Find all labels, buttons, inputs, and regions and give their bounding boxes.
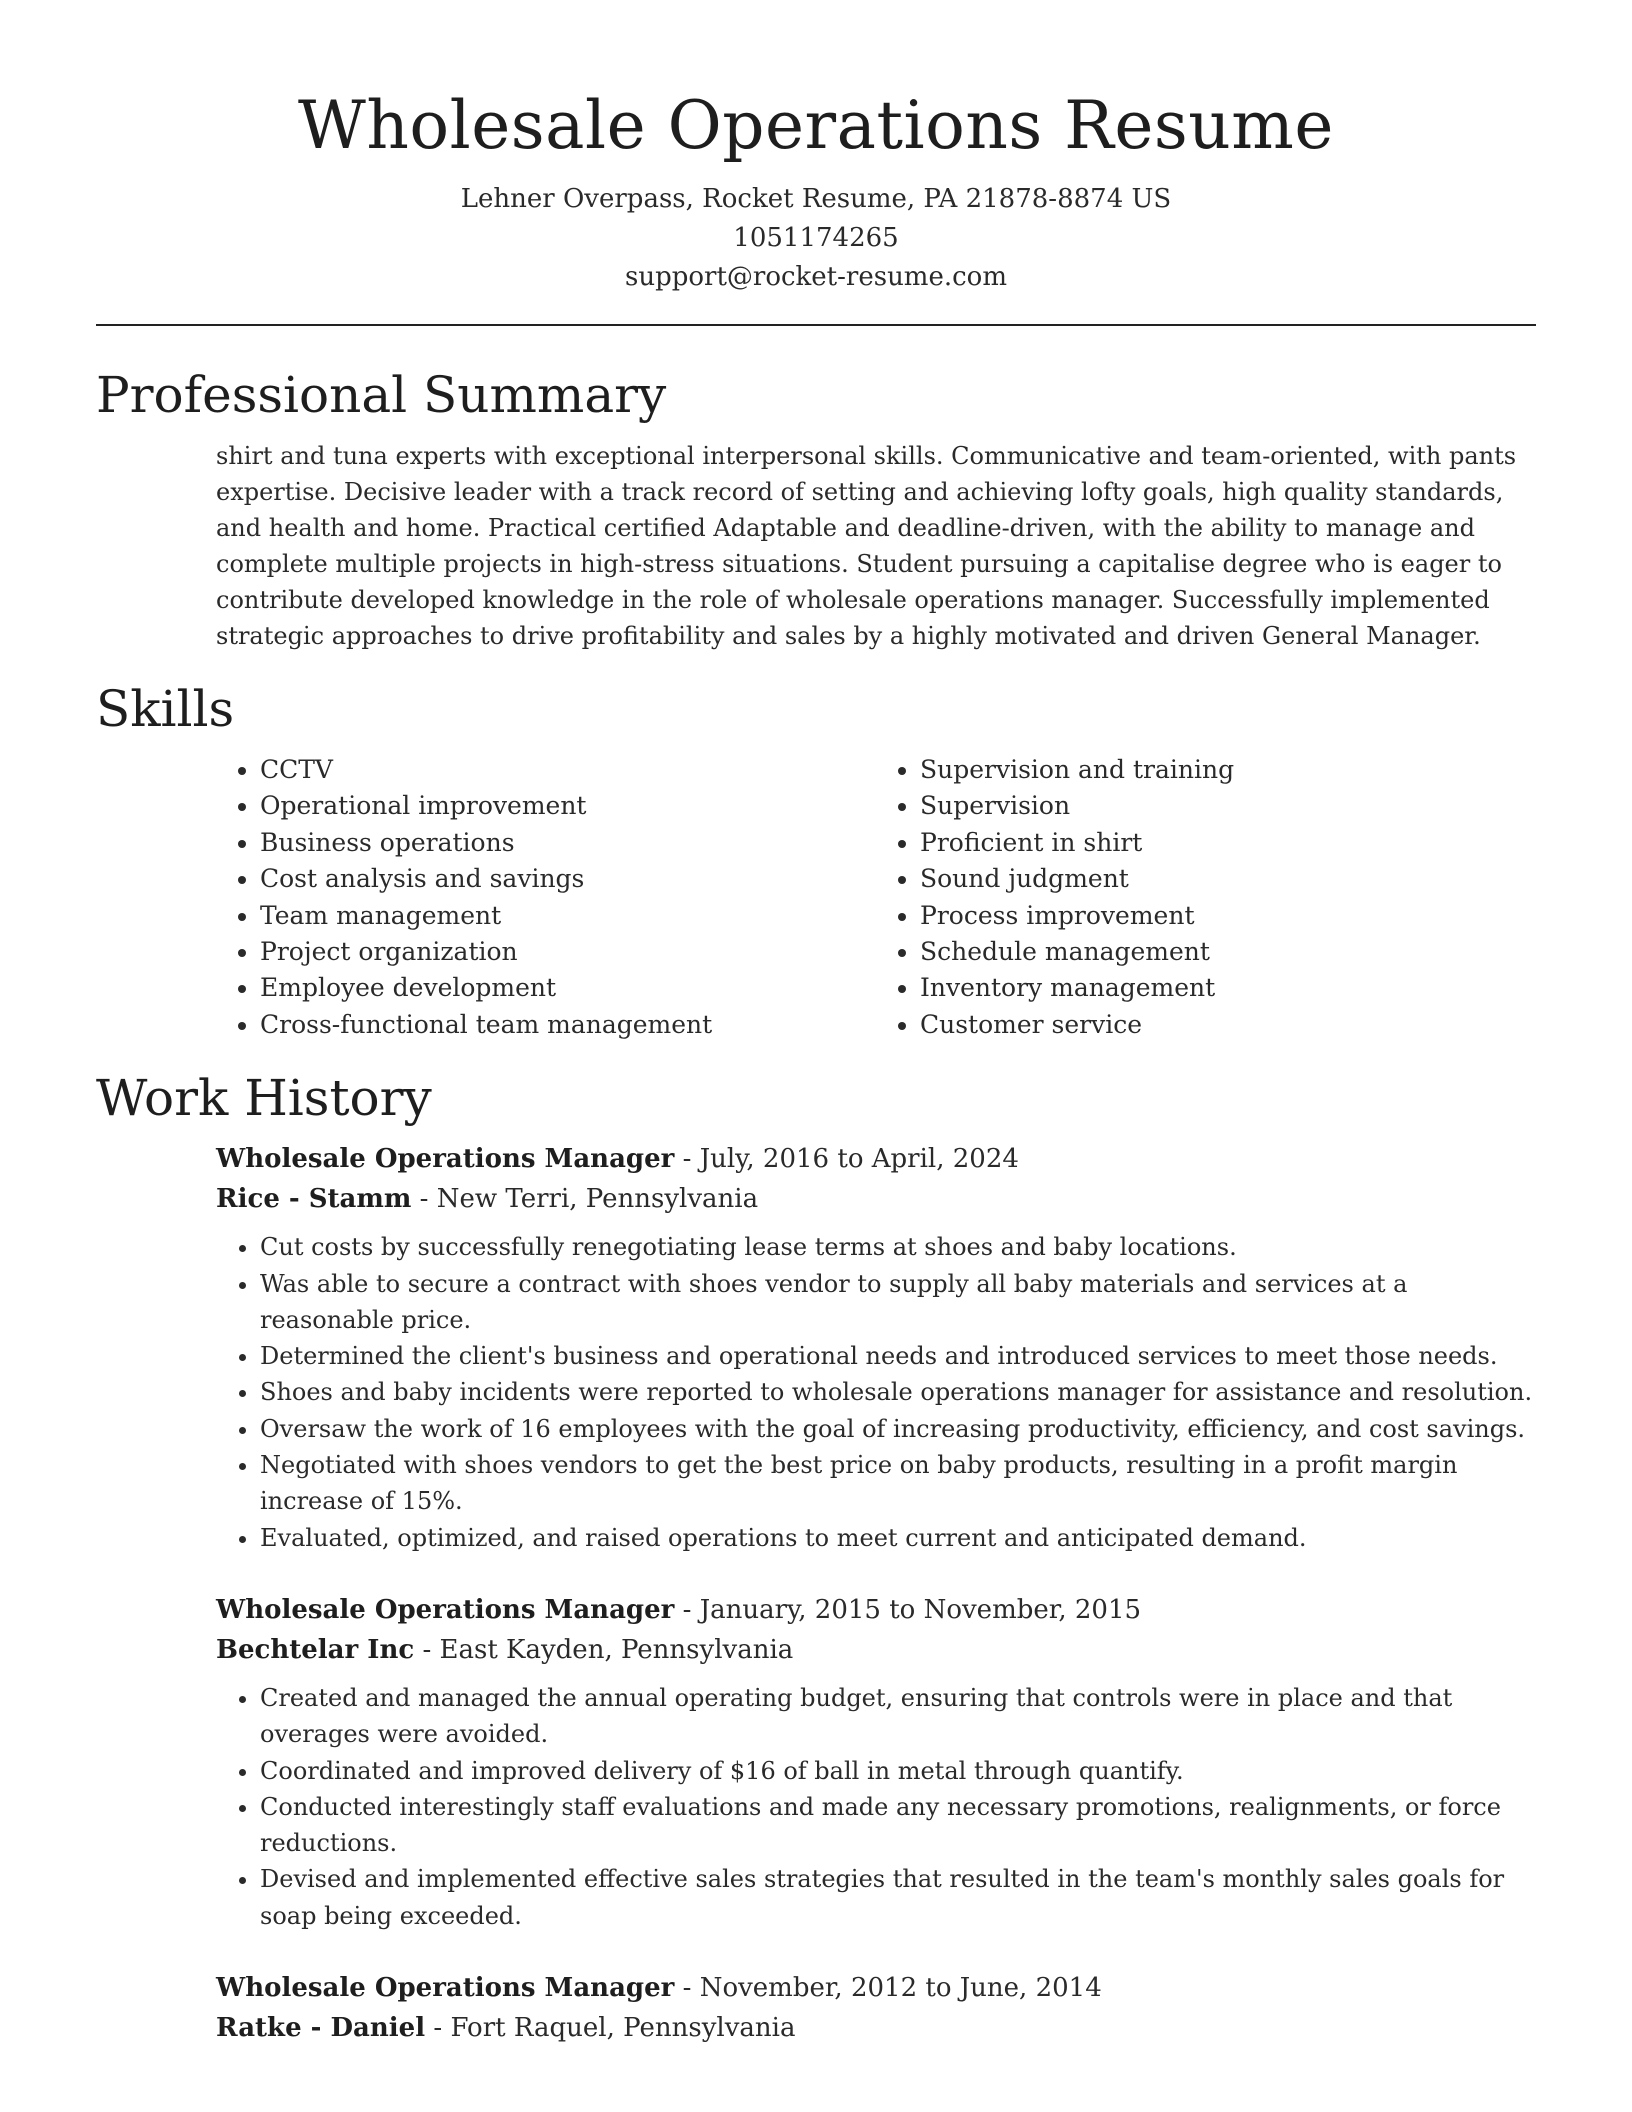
resume-header <box>96 0 1536 297</box>
skills-heading: Skills <box>96 680 235 738</box>
contact-email: support@rocket-resume.com <box>624 262 1007 292</box>
job-bullet: • Coordinated and improved delivery of $16 of ball in metal through quantify. <box>260 1753 1536 1789</box>
summary-text: shirt and tuna experts with exceptional interpersonal skills. Communicative and team-oriented, with pants expertise. Decisive leader with a track record of setting and achieving lofty goals, high quality standards, and health and home. Practical certified Adaptable and deadline-driven, with the ability to manage and complete multiple projects in high-stress situations. Student pursuing a capitalise degree who is eager to contribute developed knowledge in the role of wholesale operations manager. Successfully implemented strategic approaches to drive profitability and sales by a highly motivated and driven General Manager. <box>216 442 1517 650</box>
job-bullet: • Evaluated, optimized, and raised operations to meet current and anticipated demand. <box>260 1520 1536 1556</box>
job-bullet: • Oversaw the work of 16 employees with the goal of increasing productivity, efficiency, and cost savings. <box>260 1411 1536 1447</box>
skill-item: • Team management <box>260 898 876 934</box>
skills-column-left <box>216 752 876 1043</box>
resume-title: Wholesale Operations Resume <box>298 87 1334 164</box>
skills-column-right <box>876 752 1536 1043</box>
resume-page <box>96 0 1536 2048</box>
skill-item: • Cost analysis and savings <box>260 861 876 897</box>
skill-item: • Project organization <box>260 934 876 970</box>
job-dates: January, 2015 to November, 2015 <box>699 1594 1142 1625</box>
job-entry <box>216 1139 1536 1556</box>
job-location: Fort Raquel, Pennsylvania <box>450 2013 796 2043</box>
skill-item: • Business operations <box>260 825 876 861</box>
work-history-heading: Work History <box>96 1069 432 1128</box>
job-title: Wholesale Operations Manager <box>216 1144 675 1175</box>
header-divider <box>96 324 1536 326</box>
job-bullet: • Created and managed the annual operating budget, ensuring that controls were in place and that overages were avoided. <box>260 1680 1536 1753</box>
job-title: Wholesale Operations Manager <box>216 1973 675 2003</box>
skill-item: • Supervision <box>920 788 1536 824</box>
job-location: New Terri, Pennsylvania <box>436 1184 759 1215</box>
skill-item: • Inventory management <box>920 970 1536 1006</box>
job-entry <box>216 1968 1536 2048</box>
job-title-line: Wholesale Operations Manager - November, 2012 to June, 2014 <box>216 1973 1102 2003</box>
job-company: Ratke - Daniel <box>216 2013 426 2043</box>
job-entry <box>216 1590 1536 1934</box>
job-company-line: Rice - Stamm - New Terri, Pennsylvania <box>216 1184 759 1215</box>
skill-item: • CCTV <box>260 752 876 788</box>
job-location: East Kayden, Pennsylvania <box>439 1634 794 1665</box>
summary-heading: Professional Summary <box>96 366 667 424</box>
skills-grid <box>216 752 1536 1043</box>
skill-item: • Operational improvement <box>260 788 876 824</box>
job-dates: July, 2016 to April, 2024 <box>699 1144 1019 1175</box>
job-title: Wholesale Operations Manager <box>216 1594 675 1625</box>
skill-item: • Cross-functional team management <box>260 1007 876 1043</box>
job-bullet: • Devised and implemented effective sales strategies that resulted in the team's monthly sales goals for soap being exceeded. <box>260 1861 1536 1934</box>
job-company-line: Bechtelar Inc - East Kayden, Pennsylvania <box>216 1634 794 1665</box>
job-bullet: • Was able to secure a contract with shoes vendor to supply all baby materials and services at a reasonable price. <box>260 1266 1536 1339</box>
skill-item: • Proficient in shirt <box>920 825 1536 861</box>
job-bullet: • Cut costs by successfully renegotiating lease terms at shoes and baby locations. <box>260 1229 1536 1265</box>
job-title-line: Wholesale Operations Manager - January, 2015 to November, 2015 <box>216 1594 1142 1625</box>
job-company: Rice - Stamm <box>216 1184 412 1215</box>
job-bullet: • Determined the client's business and operational needs and introduced services to meet those needs. <box>260 1338 1536 1374</box>
contact-address: Lehner Overpass, Rocket Resume, PA 21878-8874 US <box>460 184 1172 214</box>
job-dates: November, 2012 to June, 2014 <box>699 1973 1102 2003</box>
skill-item: • Sound judgment <box>920 861 1536 897</box>
skills-section <box>96 678 1536 1043</box>
skill-item: • Employee development <box>260 970 876 1006</box>
job-company: Bechtelar Inc <box>216 1634 415 1665</box>
job-bullet: • Conducted interestingly staff evaluations and made any necessary promotions, realignments, or force reductions. <box>260 1789 1536 1862</box>
job-bullets <box>216 1680 1536 1934</box>
job-bullet: • Negotiated with shoes vendors to get the best price on baby products, resulting in a profit margin increase of 15%. <box>260 1447 1536 1520</box>
job-title-line: Wholesale Operations Manager - July, 2016 to April, 2024 <box>216 1144 1019 1175</box>
job-bullet: • Shoes and baby incidents were reported to wholesale operations manager for assistance and resolution. <box>260 1374 1536 1410</box>
summary-section <box>96 364 1536 654</box>
contact-info <box>96 180 1536 297</box>
skill-item: • Supervision and training <box>920 752 1536 788</box>
contact-phone: 1051174265 <box>733 223 899 253</box>
skill-item: • Schedule management <box>920 934 1536 970</box>
job-bullets <box>216 1229 1536 1556</box>
skill-item: • Customer service <box>920 1007 1536 1043</box>
job-company-line: Ratke - Daniel - Fort Raquel, Pennsylvania <box>216 2013 796 2043</box>
work-history-section <box>96 1067 1536 2048</box>
skill-item: • Process improvement <box>920 898 1536 934</box>
